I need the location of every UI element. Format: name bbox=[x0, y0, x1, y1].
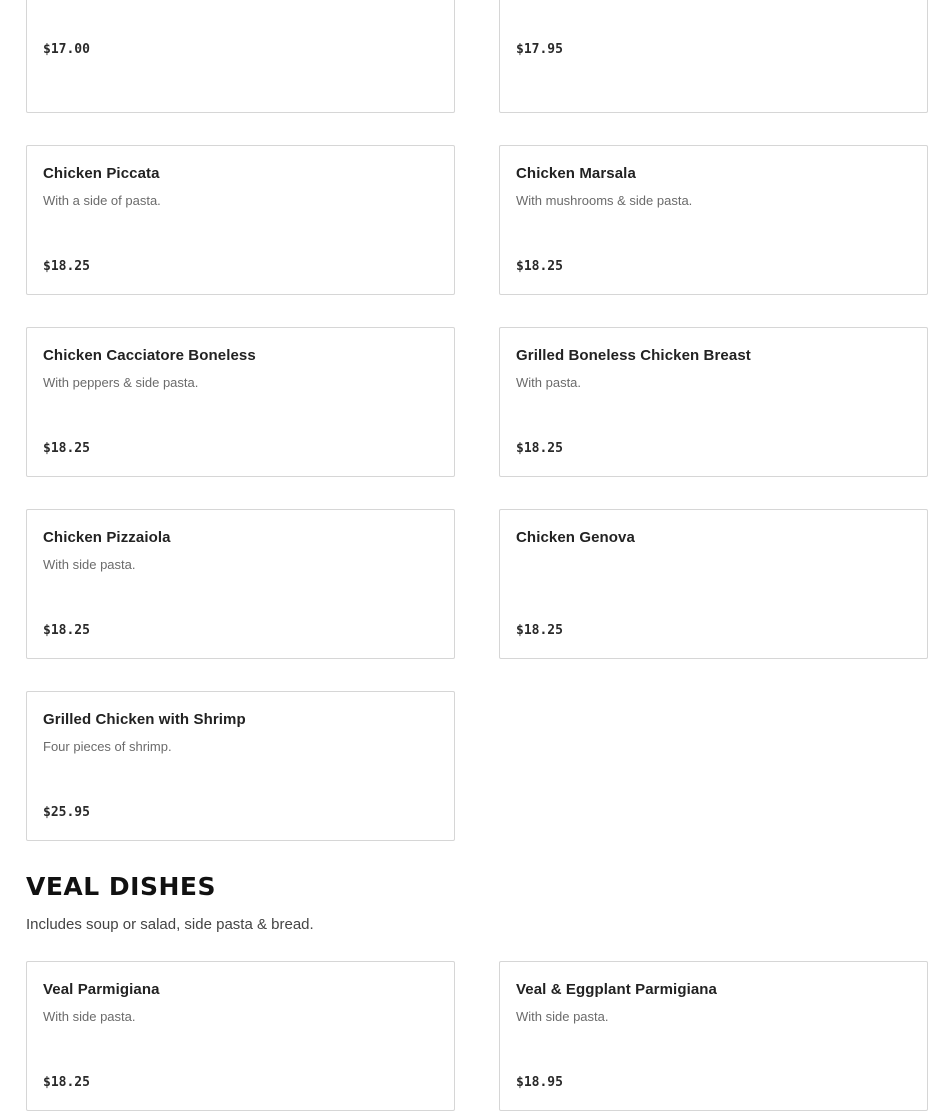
menu-item-price: $18.25 bbox=[43, 441, 90, 456]
menu-item-price: $18.25 bbox=[516, 259, 563, 274]
menu-item-price: $17.95 bbox=[516, 42, 563, 57]
menu-item-name: Chicken Marsala bbox=[516, 165, 636, 182]
menu-item-name: Chicken Cacciatore Boneless bbox=[43, 347, 256, 364]
menu-item-price: $17.00 bbox=[43, 42, 90, 57]
section-subtitle: Includes soup or salad, side pasta & bread. bbox=[26, 916, 314, 933]
menu-item-card[interactable] bbox=[26, 691, 455, 841]
menu-item-description: With peppers & side pasta. bbox=[43, 375, 199, 390]
menu-item-card[interactable] bbox=[499, 327, 928, 477]
menu-item-name: Veal & Eggplant Parmigiana bbox=[516, 981, 717, 998]
menu-item-price: $18.25 bbox=[43, 623, 90, 638]
menu-item-name: Chicken Genova bbox=[516, 529, 635, 546]
menu-item-name: Chicken Pizzaiola bbox=[43, 529, 171, 546]
menu-item-price: $18.25 bbox=[43, 1075, 90, 1090]
menu-item-name: Chicken Piccata bbox=[43, 165, 160, 182]
menu-item-description: With pasta. bbox=[516, 375, 582, 390]
menu-item-price: $18.95 bbox=[516, 1075, 563, 1090]
menu-item-card[interactable] bbox=[499, 509, 928, 659]
menu-item-description: Four pieces of shrimp. bbox=[43, 739, 172, 754]
menu-item-description: With side pasta. bbox=[43, 1009, 136, 1024]
menu-item-price: $25.95 bbox=[43, 805, 90, 820]
menu-item-card[interactable] bbox=[26, 961, 455, 1111]
menu-item-card[interactable] bbox=[26, 145, 455, 295]
menu-item-card[interactable] bbox=[499, 0, 928, 113]
menu-item-description: With side pasta. bbox=[516, 1009, 609, 1024]
menu-item-name: Grilled Chicken with Shrimp bbox=[43, 711, 246, 728]
menu-item-name: Grilled Boneless Chicken Breast bbox=[516, 347, 751, 364]
menu-item-description: With mushrooms & side pasta. bbox=[516, 193, 693, 208]
menu-item-card[interactable] bbox=[499, 145, 928, 295]
menu-item-price: $18.25 bbox=[516, 441, 563, 456]
menu-item-card[interactable] bbox=[26, 509, 455, 659]
menu-item-card[interactable] bbox=[26, 327, 455, 477]
section-title: VEAL DISHES bbox=[26, 872, 216, 901]
menu-item-price: $18.25 bbox=[516, 623, 563, 638]
menu-item-description: With a side of pasta. bbox=[43, 193, 161, 208]
menu-item-card[interactable] bbox=[499, 961, 928, 1111]
menu-item-price: $18.25 bbox=[43, 259, 90, 274]
menu-item-card[interactable] bbox=[26, 0, 455, 113]
menu-item-name: Veal Parmigiana bbox=[43, 981, 160, 998]
menu-item-description: With side pasta. bbox=[43, 557, 136, 572]
